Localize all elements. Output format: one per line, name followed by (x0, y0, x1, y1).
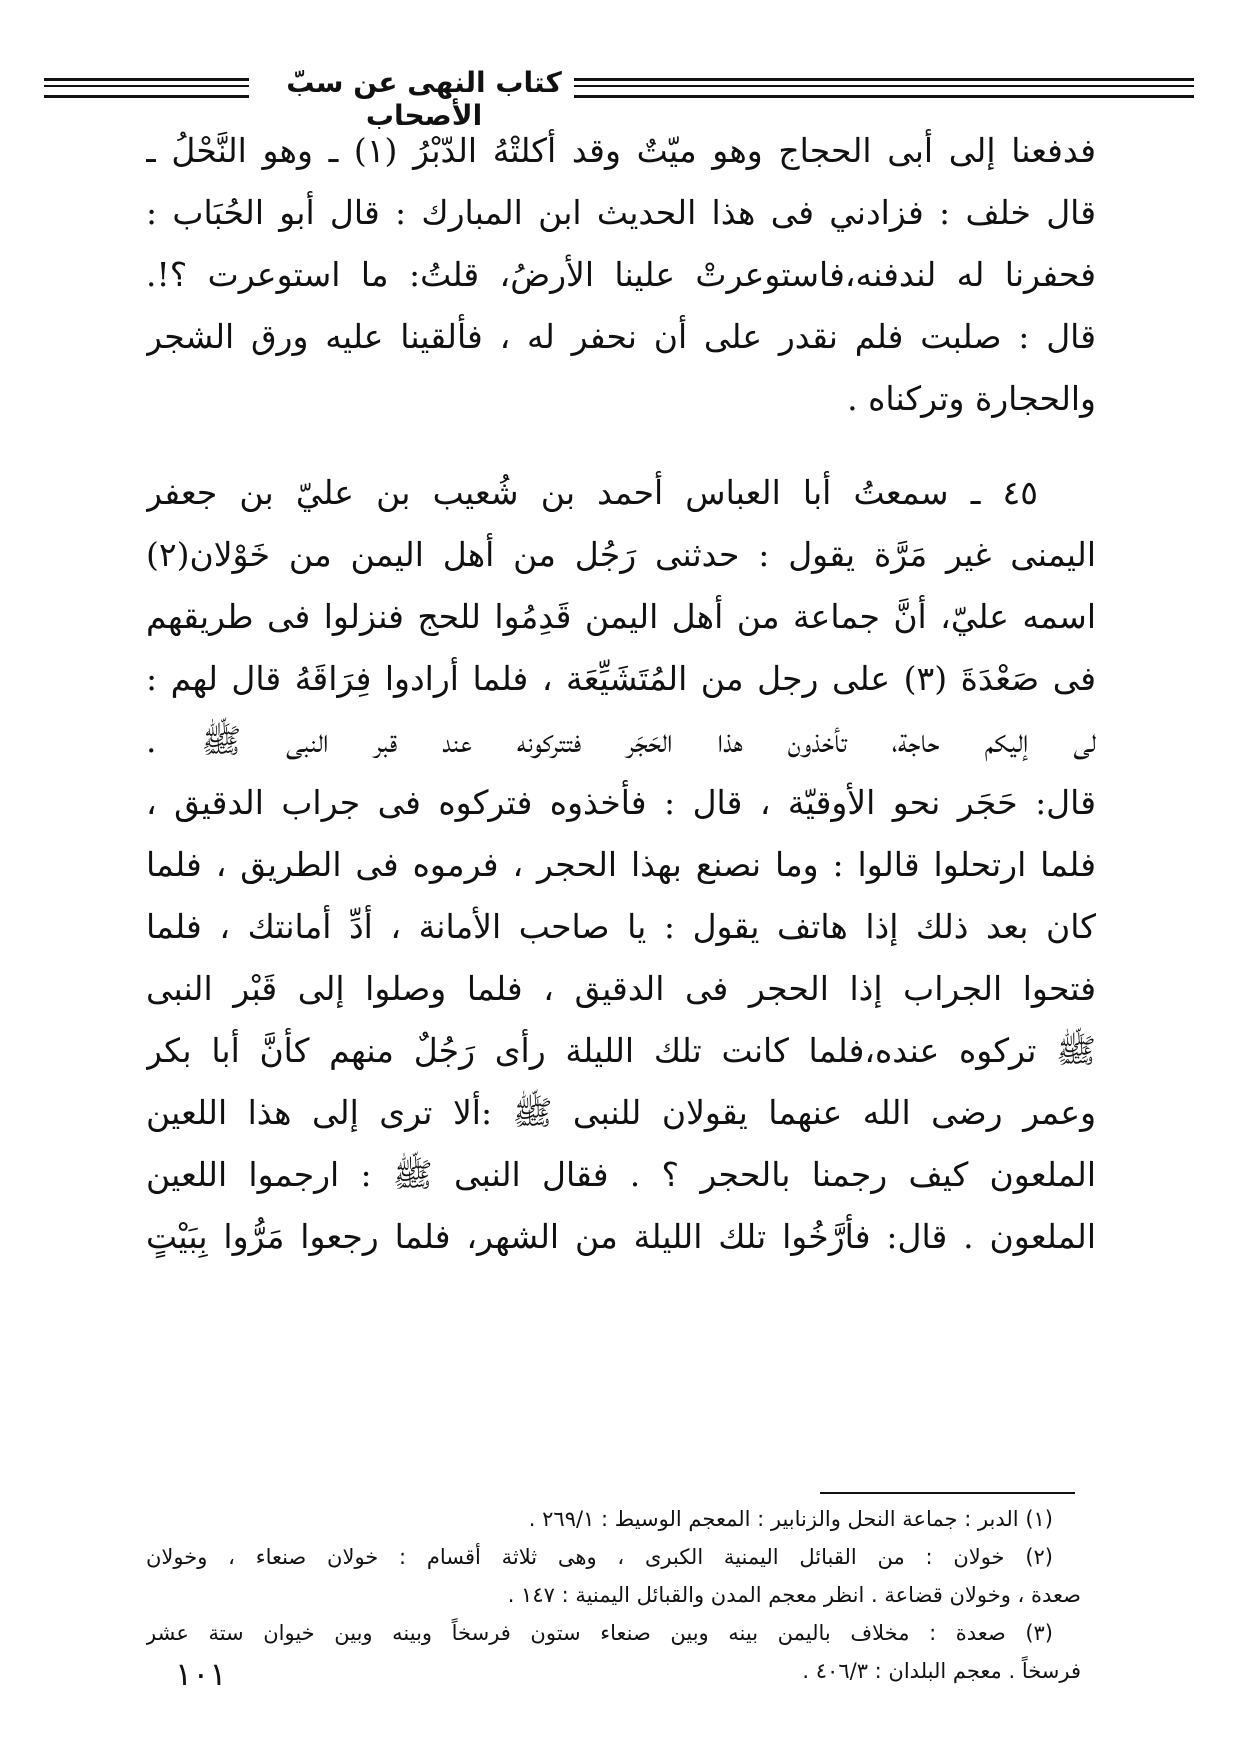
text-line: الملعون كيف رجمنا بالحجر ؟ . فقال النبى ﷺ : ارجموا اللعين (146, 1155, 1096, 1194)
footnotes (146, 1500, 1081, 1690)
running-header (44, 66, 1194, 132)
text-line: قال خلف : فزادني فى هذا الحديث ابن المبارك : قال أبو الحُبَاب : (146, 193, 1096, 232)
paragraph-1 (146, 120, 1096, 430)
text-line: لى إليكم حاجة، تأخذون هذا الحَجَر فتتركونه عند قبر النبى ﷺ . (146, 721, 1096, 760)
text-line: فتحوا الجراب إذا الحجر فى الدقيق ، فلما وصلوا إلى قَبْر النبى (146, 969, 1096, 1008)
text-line: قال: حَجَر نحو الأوقيّة ، قال : فأخذوه فتركوه فى جراب الدقيق ، (146, 783, 1096, 822)
text-line: الملعون . قال: فأرَّخُوا تلك الليلة من الشهر، فلما رجعوا مَرُّوا بِبَيْتٍ (146, 1217, 1096, 1256)
text-line: ٤٥ ـ سمعتُ أبا العباس أحمد بن شُعيب بن عليّ بن جعفر (146, 473, 1038, 512)
header-rule-right (574, 78, 1194, 98)
text-line: قال : صلبت فلم نقدر على أن نحفر له ، فألقينا عليه ورق الشجر (146, 317, 1096, 356)
footnote-3-continued: فرسخاً . معجم البلدان : ٤٠٦/٣ . (802, 1659, 1081, 1683)
text-line: كان بعد ذلك إذا هاتف يقول : يا صاحب الأمانة ، أدِّ أمانتك ، فلما (146, 907, 1096, 946)
text-line: فى صَعْدَةَ (٣) على رجل من المُتَشَيِّعَة ، فلما أرادوا فِرَاقَهُ قال لهم : (146, 659, 1096, 698)
footnote-3: (٣) صعدة : مخلاف باليمن بينه وبين صنعاء ستون فرسخاً وبينه وبين خيوان ستة عشر (146, 1621, 1053, 1645)
header-title: كتاب النهى عن سبّ الأصحاب (286, 66, 562, 132)
text-line: فدفعنا إلى أبى الحجاج وهو ميّتٌ وقد أكلتْهُ الدّبْرُ (١) ـ وهو النَّحْلُ ـ (146, 131, 1096, 170)
header-rule-left (44, 78, 249, 98)
text-line: فلما ارتحلوا قالوا : وما نصنع بهذا الحجر ، فرموه فى الطريق ، فلما (146, 845, 1096, 884)
footnote-2-continued: صعدة ، وخولان قضاعة . انظر معجم المدن والقبائل اليمنية : ١٤٧ . (507, 1583, 1081, 1607)
text-line: اليمنى غير مَرَّة يقول : حدثنى رَجُل من أهل اليمن من خَوْلان(٢) (146, 535, 1096, 574)
main-text (146, 120, 1096, 1268)
footnote-2: (٢) خولان : من القبائل اليمنية الكبرى ، وهى ثلاثة أقسام : خولان صنعاء ، وخولان (146, 1545, 1053, 1569)
footnote-separator (820, 1492, 1075, 1494)
footnote-1: (١) الدبر : جماعة النحل والزنابير : المعجم الوسيط : ٢٦٩/١ . (528, 1507, 1053, 1531)
page-number: ١٠١ (175, 1655, 227, 1693)
text-line: وعمر رضى الله عنهما يقولان للنبى ﷺ :ألا ترى إلى هذا اللعين (146, 1093, 1096, 1132)
text-line: ﷺ تركوه عنده،فلما كانت تلك الليلة رأى رَجُلٌ منهم كأنَّ أبا بكر (146, 1031, 1096, 1070)
text-line: اسمه عليّ، أنَّ جماعة من أهل اليمن قَدِمُوا للحج فنزلوا فى طريقهم (146, 597, 1096, 636)
paragraph-2 (146, 462, 1096, 1268)
text-line: والحجارة وتركناه . (847, 379, 1096, 418)
text-line: فحفرنا له لندفنه،فاستوعرتْ علينا الأرضُ، قلتُ: ما استوعرت ؟!. (146, 255, 1096, 294)
